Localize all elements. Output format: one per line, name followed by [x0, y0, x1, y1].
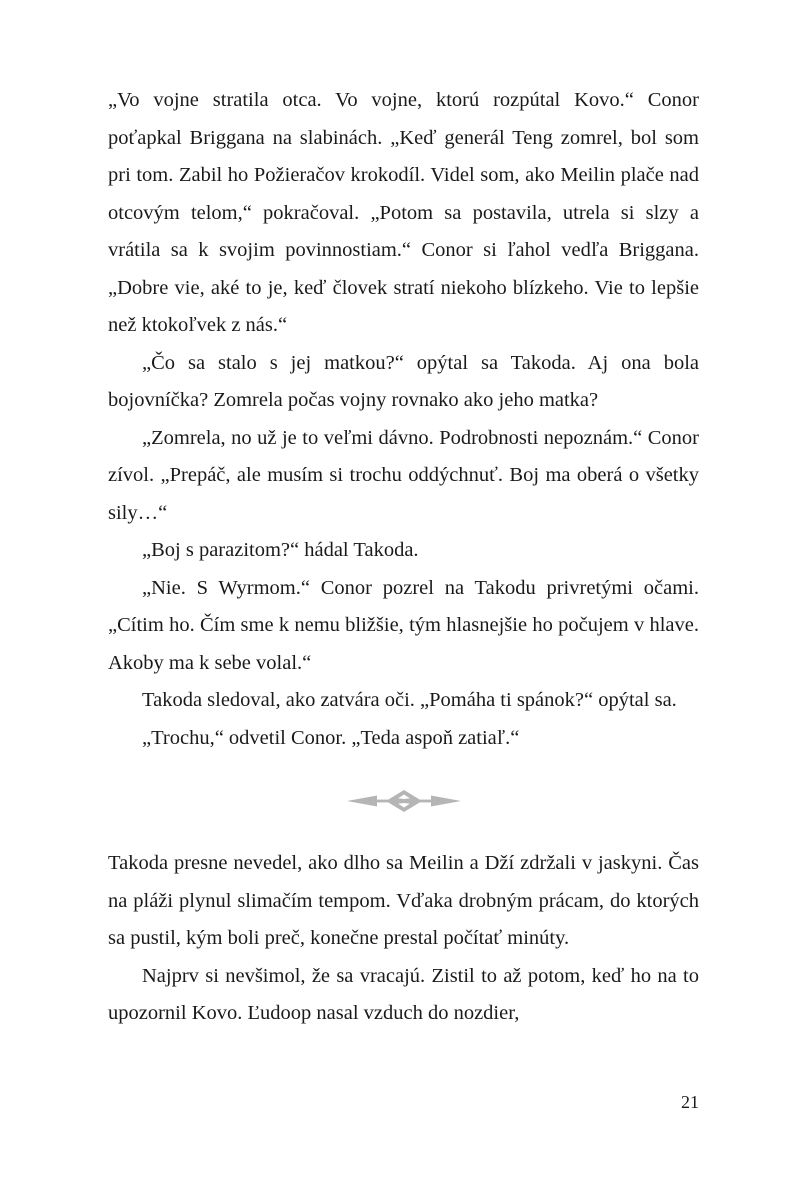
text-block-before-ornament [108, 82, 699, 757]
text-block-after-ornament [108, 845, 699, 1033]
paragraph: Takoda presne nevedel, ako dlho sa Meilin a Dží zdržali v jaskyni. Čas na pláži plynul slimačím tempom. Vďaka drobným prácam, do ktorých sa pustil, kým boli preč, konečne prestal počítať minúty. [108, 852, 699, 949]
section-divider [108, 757, 699, 845]
page-number: 21 [681, 1092, 699, 1112]
diamond-divider-ornament [319, 788, 489, 814]
paragraph: Najprv si nevšimol, že sa vracajú. Zistil to až potom, keď ho na to upozornil Kovo. Ľudoop nasal vzduch do nozdier, [108, 964, 699, 1024]
paragraph: „Zomrela, no už je to veľmi dávno. Podrobnosti nepoznám.“ Conor zívol. „Prepáč, ale musím si trochu oddýchnuť. Boj ma oberá o všetky sily…“ [108, 426, 699, 524]
paragraph: „Vo vojne stratila otca. Vo vojne, ktorú rozpútal Kovo.“ Conor poťapkal Briggana na slabinách. „Keď generál Teng zomrel, bol som pri tom. Zabil ho Požieračov krokodíl. Videl som, ako Meilin plače nad otcovým telom,“ pokračoval. „Potom sa postavila, utrela si slzy a vrátila sa k svojim povinnostiam.“ Conor si ľahol vedľa Briggana. „Dobre vie, aké to je, keď človek stratí niekoho blízkeho. Vie to lepšie než ktokoľvek z nás.“ [108, 89, 699, 336]
paragraph: „Čo sa stalo s jej matkou?“ opýtal sa Takoda. Aj ona bola bojovníčka? Zomrela počas vojny rovnako ako jeho matka? [108, 351, 699, 411]
paragraph: Takoda sledoval, ako zatvára oči. „Pomáha ti spánok?“ opýtal sa. [142, 689, 677, 711]
paragraph: „Boj s parazitom?“ hádal Takoda. [142, 539, 419, 561]
paragraph: „Nie. S Wyrmom.“ Conor pozrel na Takodu privretými očami. „Cítim ho. Čím sme k nemu bližšie, tým hlasnejšie ho počujem v hlave. Akoby ma k sebe volal.“ [108, 576, 699, 674]
paragraph: „Trochu,“ odvetil Conor. „Teda aspoň zatiaľ.“ [142, 726, 520, 749]
